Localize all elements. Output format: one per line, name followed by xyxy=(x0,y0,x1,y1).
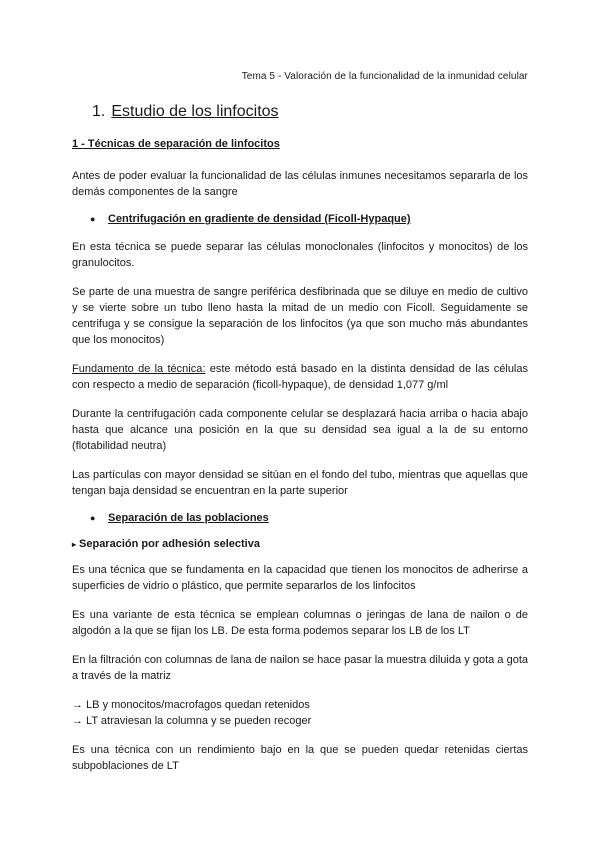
subheading-adhesion-label: Separación por adhesión selectiva xyxy=(79,538,260,550)
section-1-title: 1 - Técnicas de separación de linfocitos xyxy=(72,138,280,150)
fundamento-label: Fundamento de la técnica: xyxy=(72,363,206,375)
arrow-list xyxy=(72,697,528,729)
page-header: Tema 5 - Valoración de la funcionalidad de la inmunidad celular xyxy=(241,71,528,82)
bullet-dot-icon: ● xyxy=(90,513,96,523)
paragraph: En esta técnica se puede separar las células monoclonales (linfocitos y monocitos) de los granulocitos. xyxy=(72,241,528,269)
arrow-line-pass: → LT atraviesan la columna y se pueden recoger xyxy=(72,715,312,727)
bullet-separation xyxy=(72,512,528,524)
bullet-centrifugation-label: Centrifugación en gradiente de densidad (Ficoll-Hypaque) xyxy=(108,213,411,225)
paragraph: Durante la centrifugación cada componente celular se desplazará hacia arriba o hacia abajo hasta que alcance una posición en la que su densidad sea igual a la de su entorno (flotabilidad neutra) xyxy=(72,408,528,452)
arrow-line-retained: → LB y monocitos/macrofagos quedan retenidos xyxy=(72,699,310,711)
paragraph: En la filtración con columnas de lana de nailon se hace pasar la muestra diluida y gota a gota a través de la matriz xyxy=(72,654,528,682)
bullet-centrifugation xyxy=(72,213,528,225)
paragraph: Es una técnica que se fundamenta en la capacidad que tienen los monocitos de adherirse a superficies de vidrio o plástico, que permite separarlos de los linfocitos xyxy=(72,564,528,592)
subheading-adhesion xyxy=(72,538,528,550)
heading-1-number: 1. xyxy=(92,103,106,120)
paragraph: Es una técnica con un rendimiento bajo en la que se pueden quedar retenidas ciertas subpoblaciones de LT xyxy=(72,744,528,772)
section-1-intro: Antes de poder evaluar la funcionalidad de las células inmunes necesitamos separarla de los demás componentes de la sangre xyxy=(72,170,528,198)
heading-1 xyxy=(72,103,528,121)
paragraph: Las partículas con mayor densidad se sitúan en el fondo del tubo, mientras que aquellas que tengan baja densidad se encuentran en la parte superior xyxy=(72,469,528,497)
bullet-separation-label: Separación de las poblaciones xyxy=(108,512,269,524)
document-content xyxy=(72,103,528,787)
heading-1-title: Estudio de los linfocitos xyxy=(111,103,279,120)
paragraph: Es una variante de esta técnica se emplean columnas o jeringas de lana de nailon o de algodón a la que se fijan los LB. De esta forma podemos separar los LB de los LT xyxy=(72,609,528,637)
paragraph: Se parte de una muestra de sangre periférica desfibrinada que se diluye en medio de cultivo y se vierte sobre un tubo lleno hasta la mitad de un medio con Ficoll. Seguidamente se centrifuga y se consigue la separación de los linfocitos (ya que son mucho más abundantes que los monocitos) xyxy=(72,286,528,346)
bullet-dot-icon: ● xyxy=(90,214,96,224)
fundamento-text: este método está basado en la distinta densidad de las células con respecto a medio de separación (ficoll-hypaque), de densidad 1,077 g/ml xyxy=(72,363,528,391)
paragraph-fundamento xyxy=(72,361,528,393)
triangle-right-icon: ▸ xyxy=(72,540,77,549)
